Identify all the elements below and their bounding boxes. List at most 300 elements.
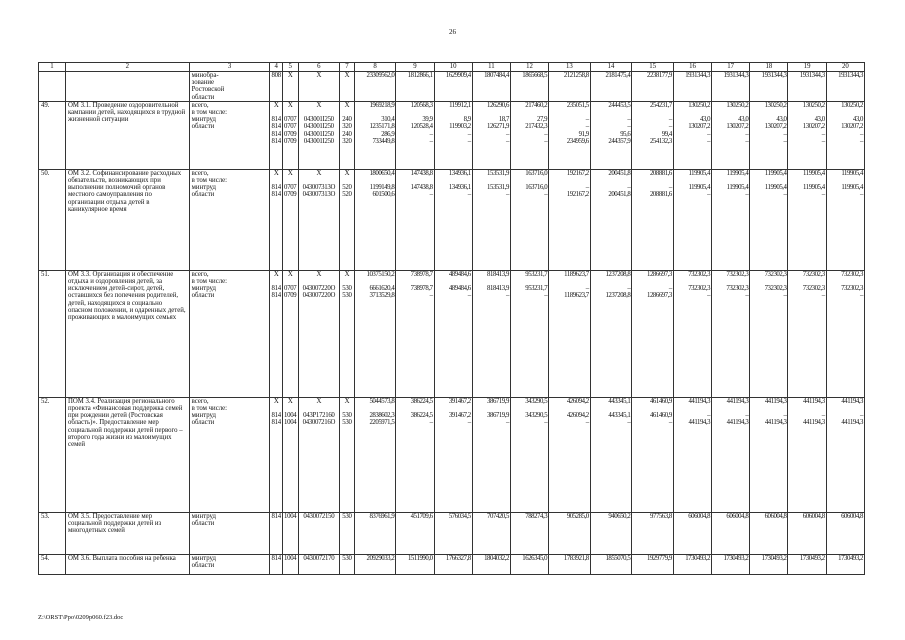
cell-value: 208881,6 (649, 169, 672, 177)
row-number-cell: 50. (39, 169, 66, 270)
cell-value: 0709 (284, 130, 297, 138)
cell-value: 1865668,5 (522, 72, 548, 79)
cell-value (675, 278, 710, 285)
event-name-cell: ОМ 3.1. Проведение оздоровительной кампании детей, находящихся в трудной жизненной ситуации (65, 101, 189, 169)
cell-value: 814 (271, 285, 281, 293)
cell-value: 1235171,8 (369, 123, 395, 131)
cell-value: 1730493,2 (799, 554, 825, 562)
cell-value: 1766327,8 (445, 554, 471, 562)
amount-cell (396, 270, 434, 397)
cell-value (341, 278, 353, 285)
cell-value: 441194,3 (841, 397, 863, 405)
cell-value: – (707, 130, 711, 138)
cell-value: – (585, 116, 589, 124)
cell-value: 606004,8 (841, 512, 863, 520)
cell-value: 200451,8 (608, 191, 631, 199)
cell-value (284, 177, 297, 184)
cell-value: – (429, 191, 433, 199)
budget-code-cell (298, 72, 340, 102)
cell-value: 1004 (284, 412, 297, 420)
cell-value: X (287, 270, 293, 278)
cell-value (751, 109, 786, 116)
cell-value: 126271,9 (487, 123, 509, 131)
cell-value: 461460,9 (649, 397, 672, 405)
cell-value: 391467,2 (448, 412, 471, 420)
cell-value: 1286697,3 (647, 292, 672, 300)
header-cell: 18 (750, 63, 788, 72)
cell-value: – (745, 137, 749, 145)
cell-value (550, 278, 589, 285)
cell-value: 18,7 (498, 116, 509, 124)
amount-cell (826, 72, 864, 102)
cell-value (592, 109, 631, 116)
responsible-executor-cell (189, 397, 270, 512)
amount-cell (632, 397, 674, 512)
cell-value: – (585, 184, 589, 192)
cell-value: X (344, 101, 350, 109)
cell-value: 043007313O (302, 191, 336, 199)
cell-value: 043001I250 (303, 123, 334, 131)
cell-value: 200451,8 (608, 169, 631, 177)
responsible-executor-cell (189, 270, 270, 397)
cell-value: – (745, 412, 749, 420)
amount-cell (434, 169, 472, 270)
cell-value: – (505, 130, 509, 138)
cell-value: 1511990,0 (407, 554, 433, 562)
cell-value: 119905,4 (764, 169, 787, 177)
cell-value (713, 109, 748, 116)
responsible-line: минтруд (191, 285, 216, 293)
cell-value (474, 109, 509, 116)
amount-cell (510, 397, 548, 512)
cell-value: 530 (342, 554, 352, 562)
amount-cell (434, 512, 472, 554)
cell-value: – (860, 412, 863, 420)
amount-cell (826, 270, 864, 397)
cell-value: 977563,8 (649, 512, 672, 520)
cell-value: – (627, 116, 631, 124)
cell-value: – (821, 137, 825, 145)
cell-value: 39,9 (422, 116, 433, 124)
cell-value: – (627, 285, 631, 293)
amount-cell (788, 101, 826, 169)
cell-value: 119905,4 (726, 184, 749, 192)
row-number-cell: 51. (39, 270, 66, 397)
responsible-line: в том числе: (191, 109, 228, 117)
amount-cell (396, 101, 434, 169)
cell-value: – (745, 292, 749, 300)
header-cell: 17 (712, 63, 750, 72)
responsible-line: минтруд (191, 412, 216, 420)
amount-cell (510, 101, 548, 169)
cell-value (356, 109, 395, 116)
page-number: 26 (449, 28, 456, 36)
cell-value: 443345,1 (608, 397, 631, 405)
cell-value (789, 278, 824, 285)
amount-cell (396, 512, 434, 554)
cell-value (550, 109, 589, 116)
cell-value: 1730493,2 (838, 554, 863, 562)
budget-code-cell (270, 397, 282, 512)
event-name-cell: ОМ 3.2. Софинансирование расходных обязательств, возникающих при выполнении полномочий органов местного самоуправления по организации отдыха детей в каникулярное время (65, 169, 189, 270)
amount-cell (396, 554, 434, 574)
cell-value: 043P172160 (303, 412, 335, 420)
cell-value: – (783, 137, 787, 145)
cell-value: – (627, 419, 631, 427)
cell-value: 707420,5 (487, 512, 509, 520)
cell-value (828, 177, 863, 184)
cell-value: – (668, 116, 672, 124)
budget-code-cell (282, 169, 298, 270)
cell-value (633, 109, 672, 116)
cell-value: 441194,3 (803, 419, 825, 427)
budget-code-cell (270, 101, 282, 169)
cell-value: 732302,3 (726, 270, 749, 278)
cell-value: 788274,3 (525, 512, 548, 520)
cell-value: 0707 (284, 285, 297, 293)
cell-value: 95,6 (620, 130, 631, 138)
cell-value: 1931344,3 (799, 72, 825, 79)
budget-code-cell (340, 397, 355, 512)
cell-value: X (316, 397, 322, 405)
amount-cell (510, 512, 548, 554)
amount-cell (750, 270, 788, 397)
cell-value (271, 109, 280, 116)
cell-value: 1931344,3 (685, 72, 711, 79)
responsible-line: всего, (191, 101, 209, 109)
budget-code-cell (340, 554, 355, 574)
amount-cell (632, 554, 674, 574)
amount-cell (826, 397, 864, 512)
cell-value: 953231,7 (525, 270, 548, 278)
cell-value: 1931344,3 (761, 72, 787, 79)
cell-value: 43,0 (852, 116, 863, 124)
cell-value: 119905,4 (803, 169, 825, 177)
cell-value: X (316, 101, 322, 109)
cell-value: – (821, 191, 825, 199)
responsible-line: минтруд (191, 512, 216, 520)
amount-cell (826, 512, 864, 554)
cell-value: 1199149,8 (369, 184, 395, 192)
cell-value (271, 177, 280, 184)
amount-cell (354, 554, 396, 574)
amount-cell (826, 169, 864, 270)
amount-cell (673, 554, 711, 574)
amount-cell (788, 397, 826, 512)
cell-value: – (745, 130, 749, 138)
cell-value: 814 (271, 191, 281, 199)
cell-value (592, 177, 631, 184)
cell-value (751, 177, 786, 184)
amount-cell (673, 169, 711, 270)
cell-value: 120568,3 (410, 101, 433, 109)
amount-cell (673, 72, 711, 102)
amount-cell (788, 512, 826, 554)
cell-value: 1800650,4 (369, 169, 395, 177)
amount-cell (590, 554, 632, 574)
cell-value: 441194,3 (803, 397, 825, 405)
cell-value: 1286697,3 (647, 270, 672, 278)
cell-value (512, 405, 547, 412)
cell-value: – (585, 123, 589, 131)
cell-value: 2205971,5 (369, 419, 395, 427)
cell-value: 738978,7 (410, 270, 433, 278)
cell-value: 1004 (284, 512, 297, 520)
cell-value: 043001I250 (303, 130, 334, 138)
cell-value: 1629909,4 (445, 72, 471, 79)
amount-cell (590, 169, 632, 270)
cell-value: 163716,0 (525, 169, 548, 177)
cell-value: 43,0 (699, 116, 711, 124)
table-row (39, 270, 865, 397)
amount-cell (632, 270, 674, 397)
footer-file-path: Z:\ORST\Ppo\0209p060.f23.doc (38, 614, 124, 621)
cell-value: 732302,3 (841, 270, 863, 278)
budget-code-cell (270, 512, 282, 554)
cell-value: 240 (342, 130, 352, 138)
responsible-line: области (191, 191, 215, 199)
amount-cell (712, 72, 750, 102)
cell-value: X (316, 169, 322, 177)
cell-value: 0707 (284, 116, 297, 124)
amount-cell (712, 270, 750, 397)
cell-value: 240 (342, 116, 352, 124)
cell-value: 1931344,3 (723, 72, 749, 79)
cell-value (356, 405, 395, 412)
amount-cell (632, 72, 674, 102)
cell-value: 192167,2 (566, 169, 589, 177)
amount-cell (673, 101, 711, 169)
cell-value: – (707, 191, 711, 199)
header-cell: 7 (340, 63, 355, 72)
cell-value: – (467, 419, 471, 427)
cell-value: – (668, 184, 672, 192)
cell-value: – (707, 292, 711, 300)
cell-value: 606004,8 (726, 512, 749, 520)
cell-value: 163716,0 (525, 184, 548, 192)
cell-value: 576034,5 (448, 512, 471, 520)
cell-value: 130207,2 (764, 123, 787, 131)
cell-value: 1931344,3 (838, 72, 863, 79)
cell-value: 91,9 (578, 130, 589, 138)
amount-cell (826, 554, 864, 574)
cell-value: 286,9 (381, 130, 395, 138)
cell-value: 119905,4 (803, 184, 825, 192)
cell-value: 1783921,8 (563, 554, 589, 562)
cell-value: 043001I250 (303, 116, 334, 124)
cell-value: – (429, 419, 433, 427)
cell-value: 814 (271, 419, 281, 427)
table-row (39, 512, 865, 554)
amount-cell (354, 397, 396, 512)
cell-value (356, 177, 395, 184)
cell-value (751, 405, 786, 412)
responsible-line: минобра- (191, 72, 219, 79)
amount-cell (788, 72, 826, 102)
cell-value (550, 177, 589, 184)
amount-cell (590, 72, 632, 102)
row-number-cell: 49. (39, 101, 66, 169)
cell-value (356, 278, 395, 285)
cell-value: – (429, 292, 433, 300)
table-row (39, 554, 865, 574)
cell-value: – (821, 130, 825, 138)
cell-value: – (429, 130, 433, 138)
responsible-line: в том числе: (191, 177, 228, 185)
cell-value: X (273, 270, 279, 278)
cell-value: 1189623,7 (564, 292, 589, 300)
cell-value: 130207,2 (802, 123, 825, 131)
cell-value: X (316, 72, 322, 79)
cell-value: 0707 (284, 123, 297, 131)
budget-code-cell (282, 554, 298, 574)
cell-value (397, 405, 432, 412)
cell-value: 808 (271, 72, 281, 79)
cell-value: 606004,8 (688, 512, 711, 520)
event-name-cell: ОМ 3.3. Организация и обеспечение отдыха и оздоровления детей, за исключением детей-сирот, детей, оставшихся без попечения родителей, детей, находящихся в социально опасном положении, и одаренных детей, проживающих в малоимущих семьях (65, 270, 189, 397)
header-cell: 20 (826, 63, 864, 72)
cell-value (300, 405, 339, 412)
row-number-cell (39, 72, 66, 102)
cell-value: 530 (342, 285, 352, 293)
cell-value: 520 (342, 191, 352, 199)
cell-value: 732302,3 (841, 285, 863, 293)
budget-code-cell (282, 72, 298, 102)
cell-value: 732302,3 (802, 270, 825, 278)
cell-value: 732302,3 (764, 285, 787, 293)
cell-value: – (668, 419, 672, 427)
cell-value: – (783, 191, 787, 199)
cell-value: 489484,6 (448, 270, 471, 278)
cell-value: – (429, 137, 433, 145)
cell-value (751, 278, 786, 285)
cell-value: 814 (271, 554, 281, 562)
amount-cell (472, 72, 510, 102)
budget-code-cell (282, 397, 298, 512)
cell-value: 461460,9 (649, 412, 672, 420)
cell-value: 1855070,5 (605, 554, 631, 562)
cell-value (550, 405, 589, 412)
responsible-line: области (191, 520, 215, 528)
cell-value (397, 177, 432, 184)
cell-value: 130250,2 (841, 101, 863, 109)
responsible-executor-cell (189, 512, 270, 554)
cell-value: 119905,4 (688, 184, 711, 192)
cell-value: 119905,4 (841, 184, 863, 192)
cell-value: X (316, 270, 322, 278)
amount-cell (788, 554, 826, 574)
cell-value: X (273, 101, 279, 109)
budget-code-cell (340, 169, 355, 270)
header-cell: 6 (298, 63, 340, 72)
cell-value: X (273, 169, 279, 177)
amount-cell (434, 101, 472, 169)
amount-cell (632, 101, 674, 169)
budget-code-cell (298, 512, 340, 554)
cell-value: – (860, 130, 863, 138)
cell-value: – (544, 292, 548, 300)
cell-value: 120528,4 (410, 123, 433, 131)
header-cell: 5 (282, 63, 298, 72)
amount-cell (354, 270, 396, 397)
cell-value: 814 (271, 412, 281, 420)
cell-value: 441194,3 (764, 397, 787, 405)
amount-cell (472, 169, 510, 270)
amount-cell (750, 554, 788, 574)
amount-cell (354, 72, 396, 102)
row-number-cell: 52. (39, 397, 66, 512)
cell-value: 814 (271, 292, 281, 300)
cell-value: 0709 (284, 292, 297, 300)
cell-value: 20929033,2 (366, 554, 395, 562)
cell-value: 043001I250 (303, 137, 334, 145)
cell-value: 043007220O (302, 292, 336, 300)
cell-value: 386719,9 (487, 412, 509, 420)
header-row (39, 63, 865, 72)
cell-value: X (287, 72, 293, 79)
amount-cell (632, 169, 674, 270)
cell-value: – (745, 191, 749, 199)
amount-cell (590, 270, 632, 397)
cell-value: 733449,8 (372, 137, 395, 145)
amount-cell (750, 169, 788, 270)
cell-value: 234959,6 (566, 137, 589, 145)
cell-value (828, 405, 863, 412)
cell-value: X (344, 397, 350, 405)
budget-code-cell (298, 554, 340, 574)
cell-value (592, 278, 631, 285)
amount-cell (673, 270, 711, 397)
cell-value: 732302,3 (688, 285, 711, 293)
cell-value: 99,4 (661, 130, 672, 138)
cell-value: – (467, 130, 471, 138)
cell-value: 1004 (284, 419, 297, 427)
cell-value: 818413,9 (487, 270, 509, 278)
cell-value: 217432,3 (525, 123, 548, 131)
cell-value: 530 (342, 512, 352, 520)
cell-value: 905285,0 (566, 512, 589, 520)
cell-value (284, 405, 297, 412)
budget-code-cell (270, 554, 282, 574)
cell-value: 1730493,2 (723, 554, 749, 562)
amount-cell (472, 397, 510, 512)
event-name-cell: ОМ 3.5. Предоставление мер социальной поддержки детей из многодетных семей (65, 512, 189, 554)
cell-value: 738978,7 (410, 285, 433, 293)
cell-value: 732302,3 (726, 285, 749, 293)
cell-value: 43,0 (776, 116, 787, 124)
cell-value: 451709,6 (410, 512, 433, 520)
amount-cell (354, 512, 396, 554)
cell-value (474, 278, 509, 285)
amount-cell (750, 72, 788, 102)
amount-cell (510, 72, 548, 102)
amount-cell (510, 270, 548, 397)
budget-code-cell (340, 101, 355, 169)
cell-value: X (344, 72, 350, 79)
cell-value (512, 278, 547, 285)
cell-value: 43,0 (738, 116, 749, 124)
amount-cell (712, 169, 750, 270)
cell-value (592, 405, 631, 412)
cell-value (633, 177, 672, 184)
cell-value: X (273, 397, 279, 405)
cell-value: 601500,6 (372, 191, 395, 199)
header-cell: 15 (632, 63, 674, 72)
cell-value: 192167,2 (566, 191, 589, 199)
cell-value: 244357,9 (608, 137, 631, 145)
cell-value: – (505, 419, 509, 427)
cell-value: 0709 (284, 137, 297, 145)
